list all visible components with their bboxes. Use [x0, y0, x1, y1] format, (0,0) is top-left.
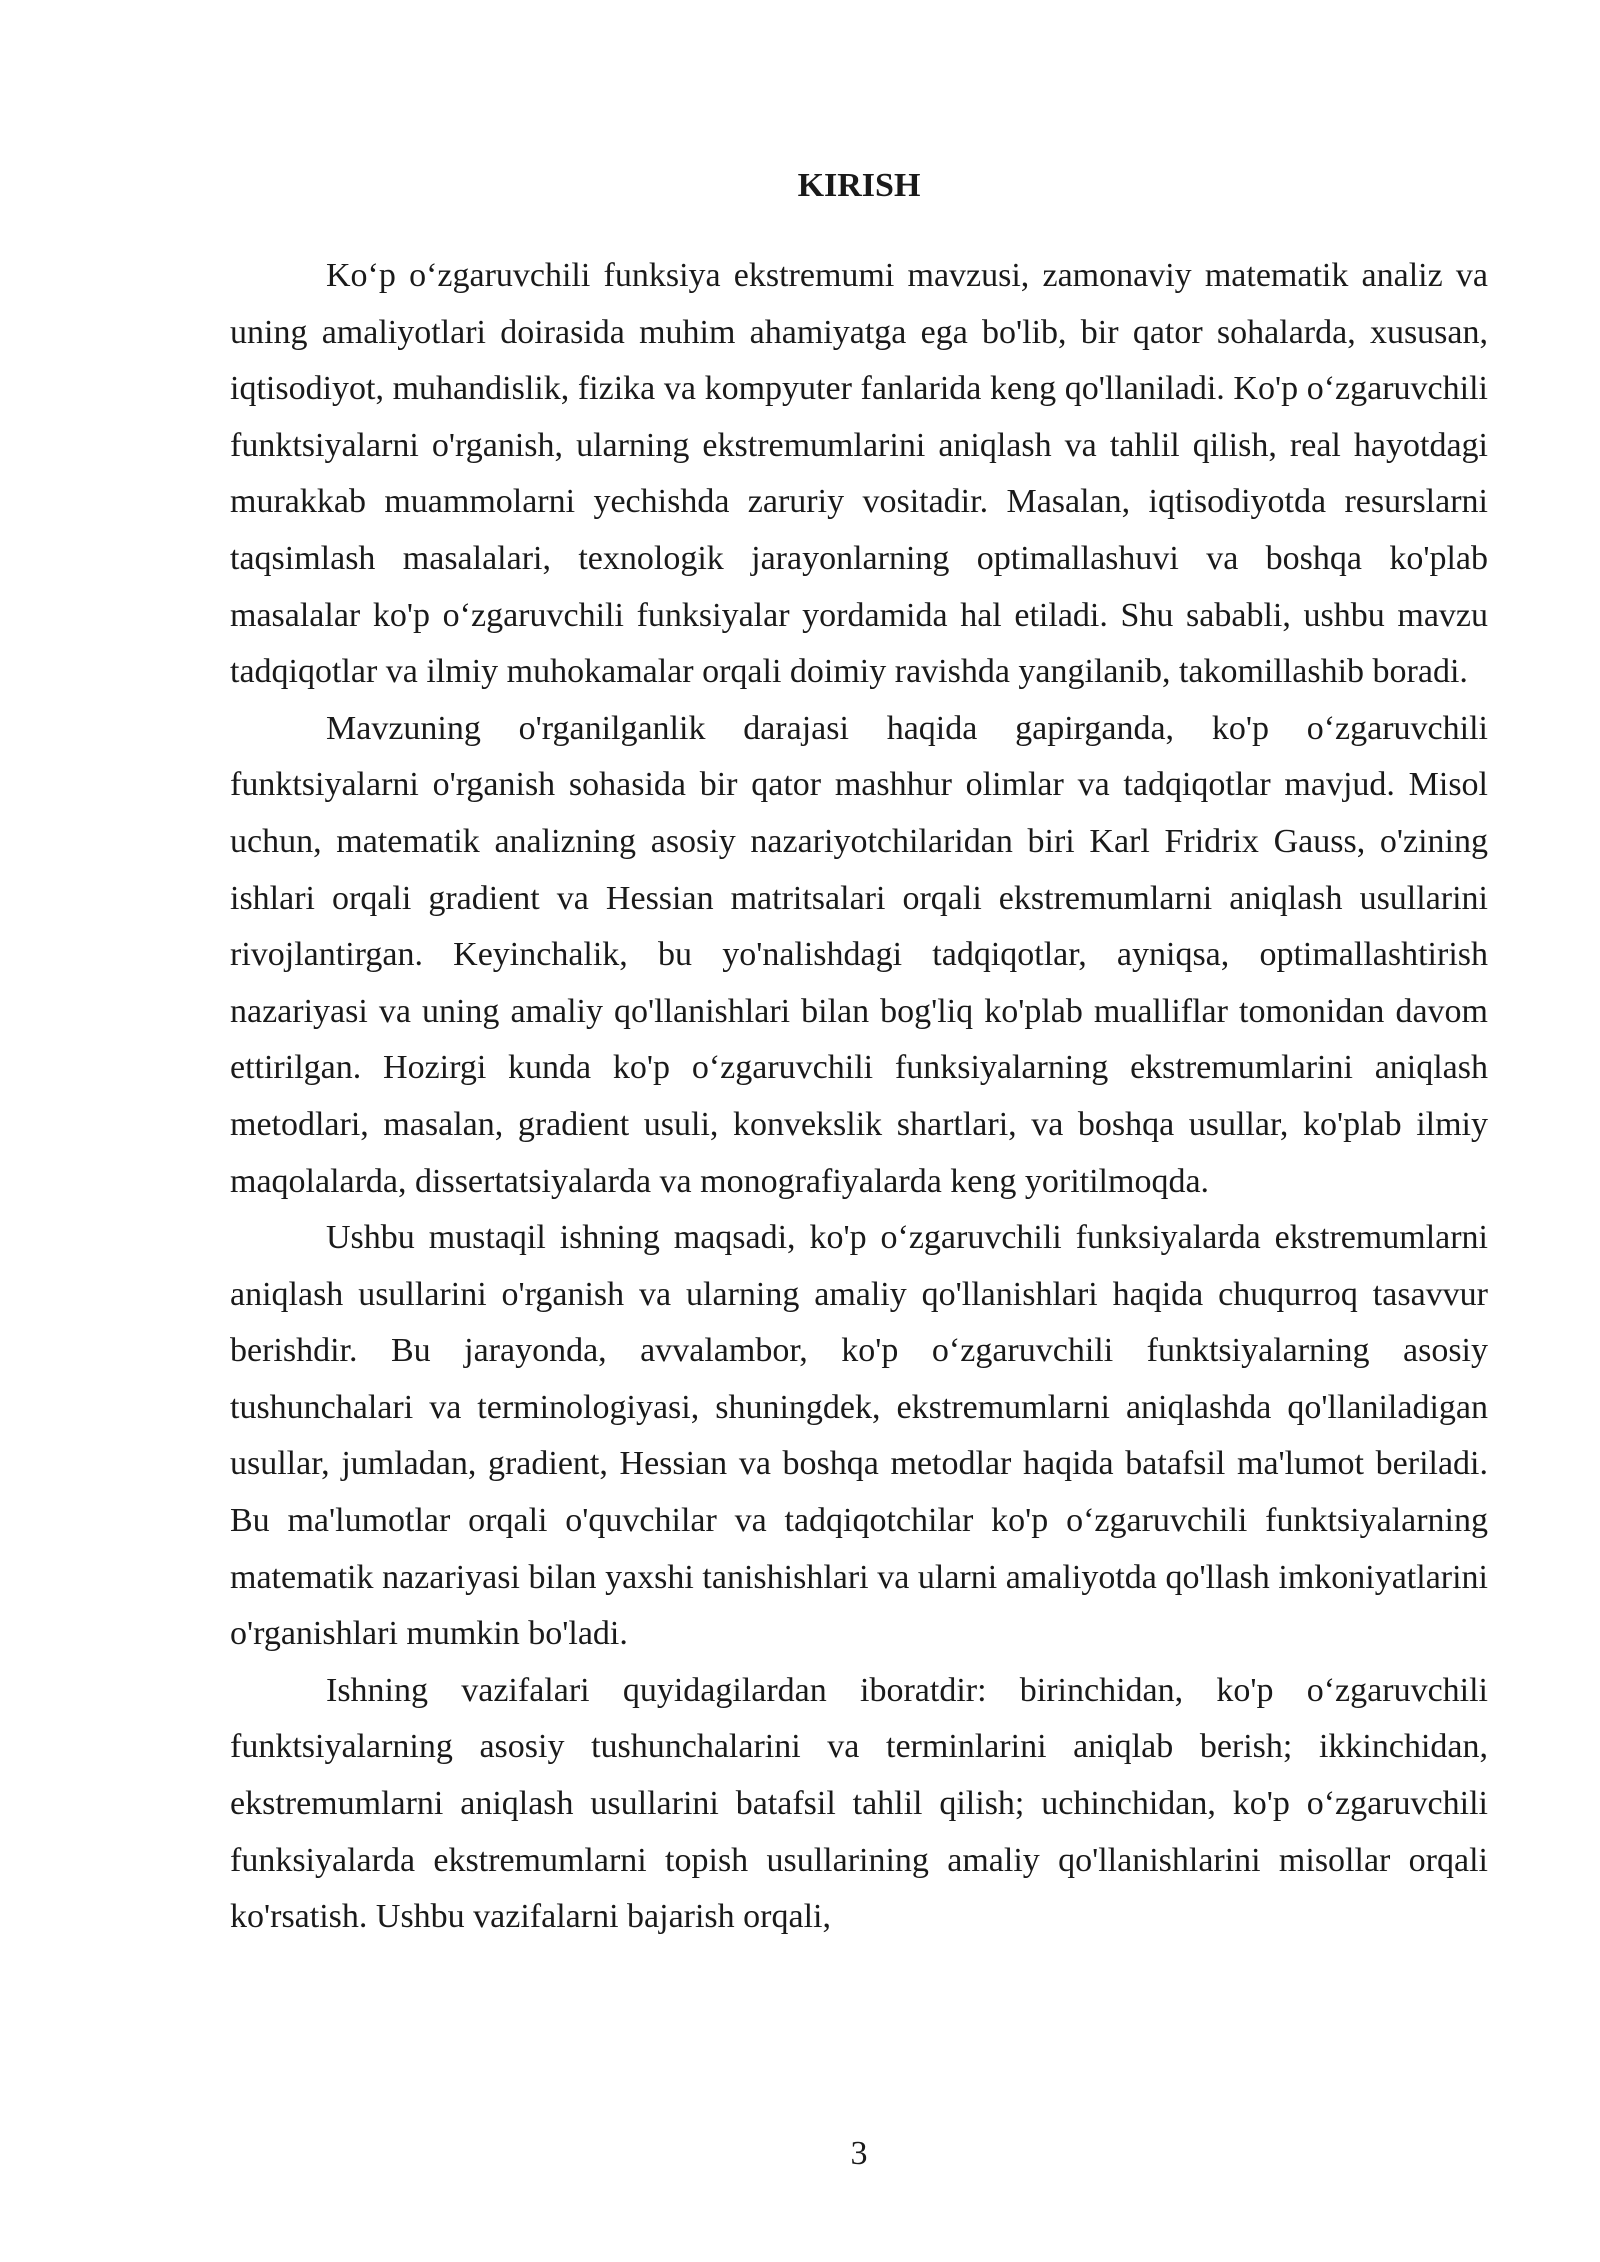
paragraph-goal: Ushbu mustaqil ishning maqsadi, ko'p o‘zgaruvchili funksiyalarda ekstremumlarni aniqlash usullarini o'rganish va ularning amaliy qo'llanishlari haqida chuqurroq tasavvur berishdir. Bu jarayonda, avvalambor, ko'p o‘zgaruvchili funktsiyalarning asosiy tushunchalari va terminologiyasi, shuningdek, ekstremumlarni aniqlashda qo'llaniladigan usullar, jumladan, gradient, Hessian va boshqa metodlar haqida batafsil ma'lumot beriladi. Bu ma'lumotlar orqali o'quvchilar va tadqiqotchilar ko'p o‘zgaruvchili funktsiyalarning matematik nazariyasi bilan yaxshi tanishishlari va ularni amaliyotda qo'llash imkoniyatlarini o'rganishlari mumkin bo'ladi. [230, 1219, 1488, 1653]
paragraph-tasks: Ishning vazifalari quyidagilardan iboratdir: birinchidan, ko'p o‘zgaruvchili funktsiyalarning asosiy tushunchalarini va terminlarini aniqlab berish; ikkinchidan, ekstremumlarni aniqlash usullarini batafsil tahlil qilish; uchinchidan, ko'p o‘zgaruvchili funksiyalarda ekstremumlarni topish usullarining amaliy qo'llanishlarini misollar orqali ko'rsatish. Ushbu vazifalarni bajarish orqali, [230, 1671, 1488, 1936]
paragraph-intro: Ko‘p o‘zgaruvchili funksiya ekstremumi mavzusi, zamonaviy matematik analiz va uning amaliyotlari doirasida muhim ahamiyatga ega bo'lib, bir qator sohalarda, xususan, iqtisodiyot, muhandislik, fizika va kompyuter fanlarida keng qo'llaniladi. Ko'p o‘zgaruvchili funktsiyalarni o'rganish, ularning ekstremumlarini aniqlash va tahlil qilish, real hayotdagi murakkab muammolarni yechishda zaruriy vositadir. Masalan, iqtisodiyotda resurslarni taqsimlash masalalari, texnologik jarayonlarning optimallashuvi va boshqa ko'plab masalalar ko'p o‘zgaruvchili funksiyalar yordamida hal etiladi. Shu sababli, ushbu mavzu tadqiqotlar va ilmiy muhokamalar orqali doimiy ravishda yangilanib, takomillashib boradi. [230, 257, 1488, 691]
page-number: 3 [850, 2135, 868, 2172]
page-title: KIRISH [797, 167, 921, 204]
paragraph-study-level: Mavzuning o'rganilganlik darajasi haqida gapirganda, ko'p o‘zgaruvchili funktsiyalarni o'rganish sohasida bir qator mashhur olimlar va tadqiqotlar mavjud. Misol uchun, matematik analizning asosiy nazariyotchilaridan biri Karl Fridrix Gauss, o'zining ishlari orqali gradient va Hessian matritsalari orqali ekstremumlarni aniqlash usullarini rivojlantirgan. Keyinchalik, bu yo'nalishdagi tadqiqotlar, ayniqsa, optimallashtirish nazariyasi va uning amaliy qo'llanishlari bilan bog'liq ko'plab mualliflar tomonidan davom ettirilgan. Hozirgi kunda ko'p o‘zgaruvchili funksiyalarning ekstremumlarini aniqlash metodlari, masalan, gradient usuli, konvekslik shartlari, va boshqa usullar, ko'plab ilmiy maqolalarda, dissertatsiyalarda va monografiyalarda keng yoritilmoqda. [230, 709, 1488, 1200]
body-text [230, 248, 1488, 1946]
